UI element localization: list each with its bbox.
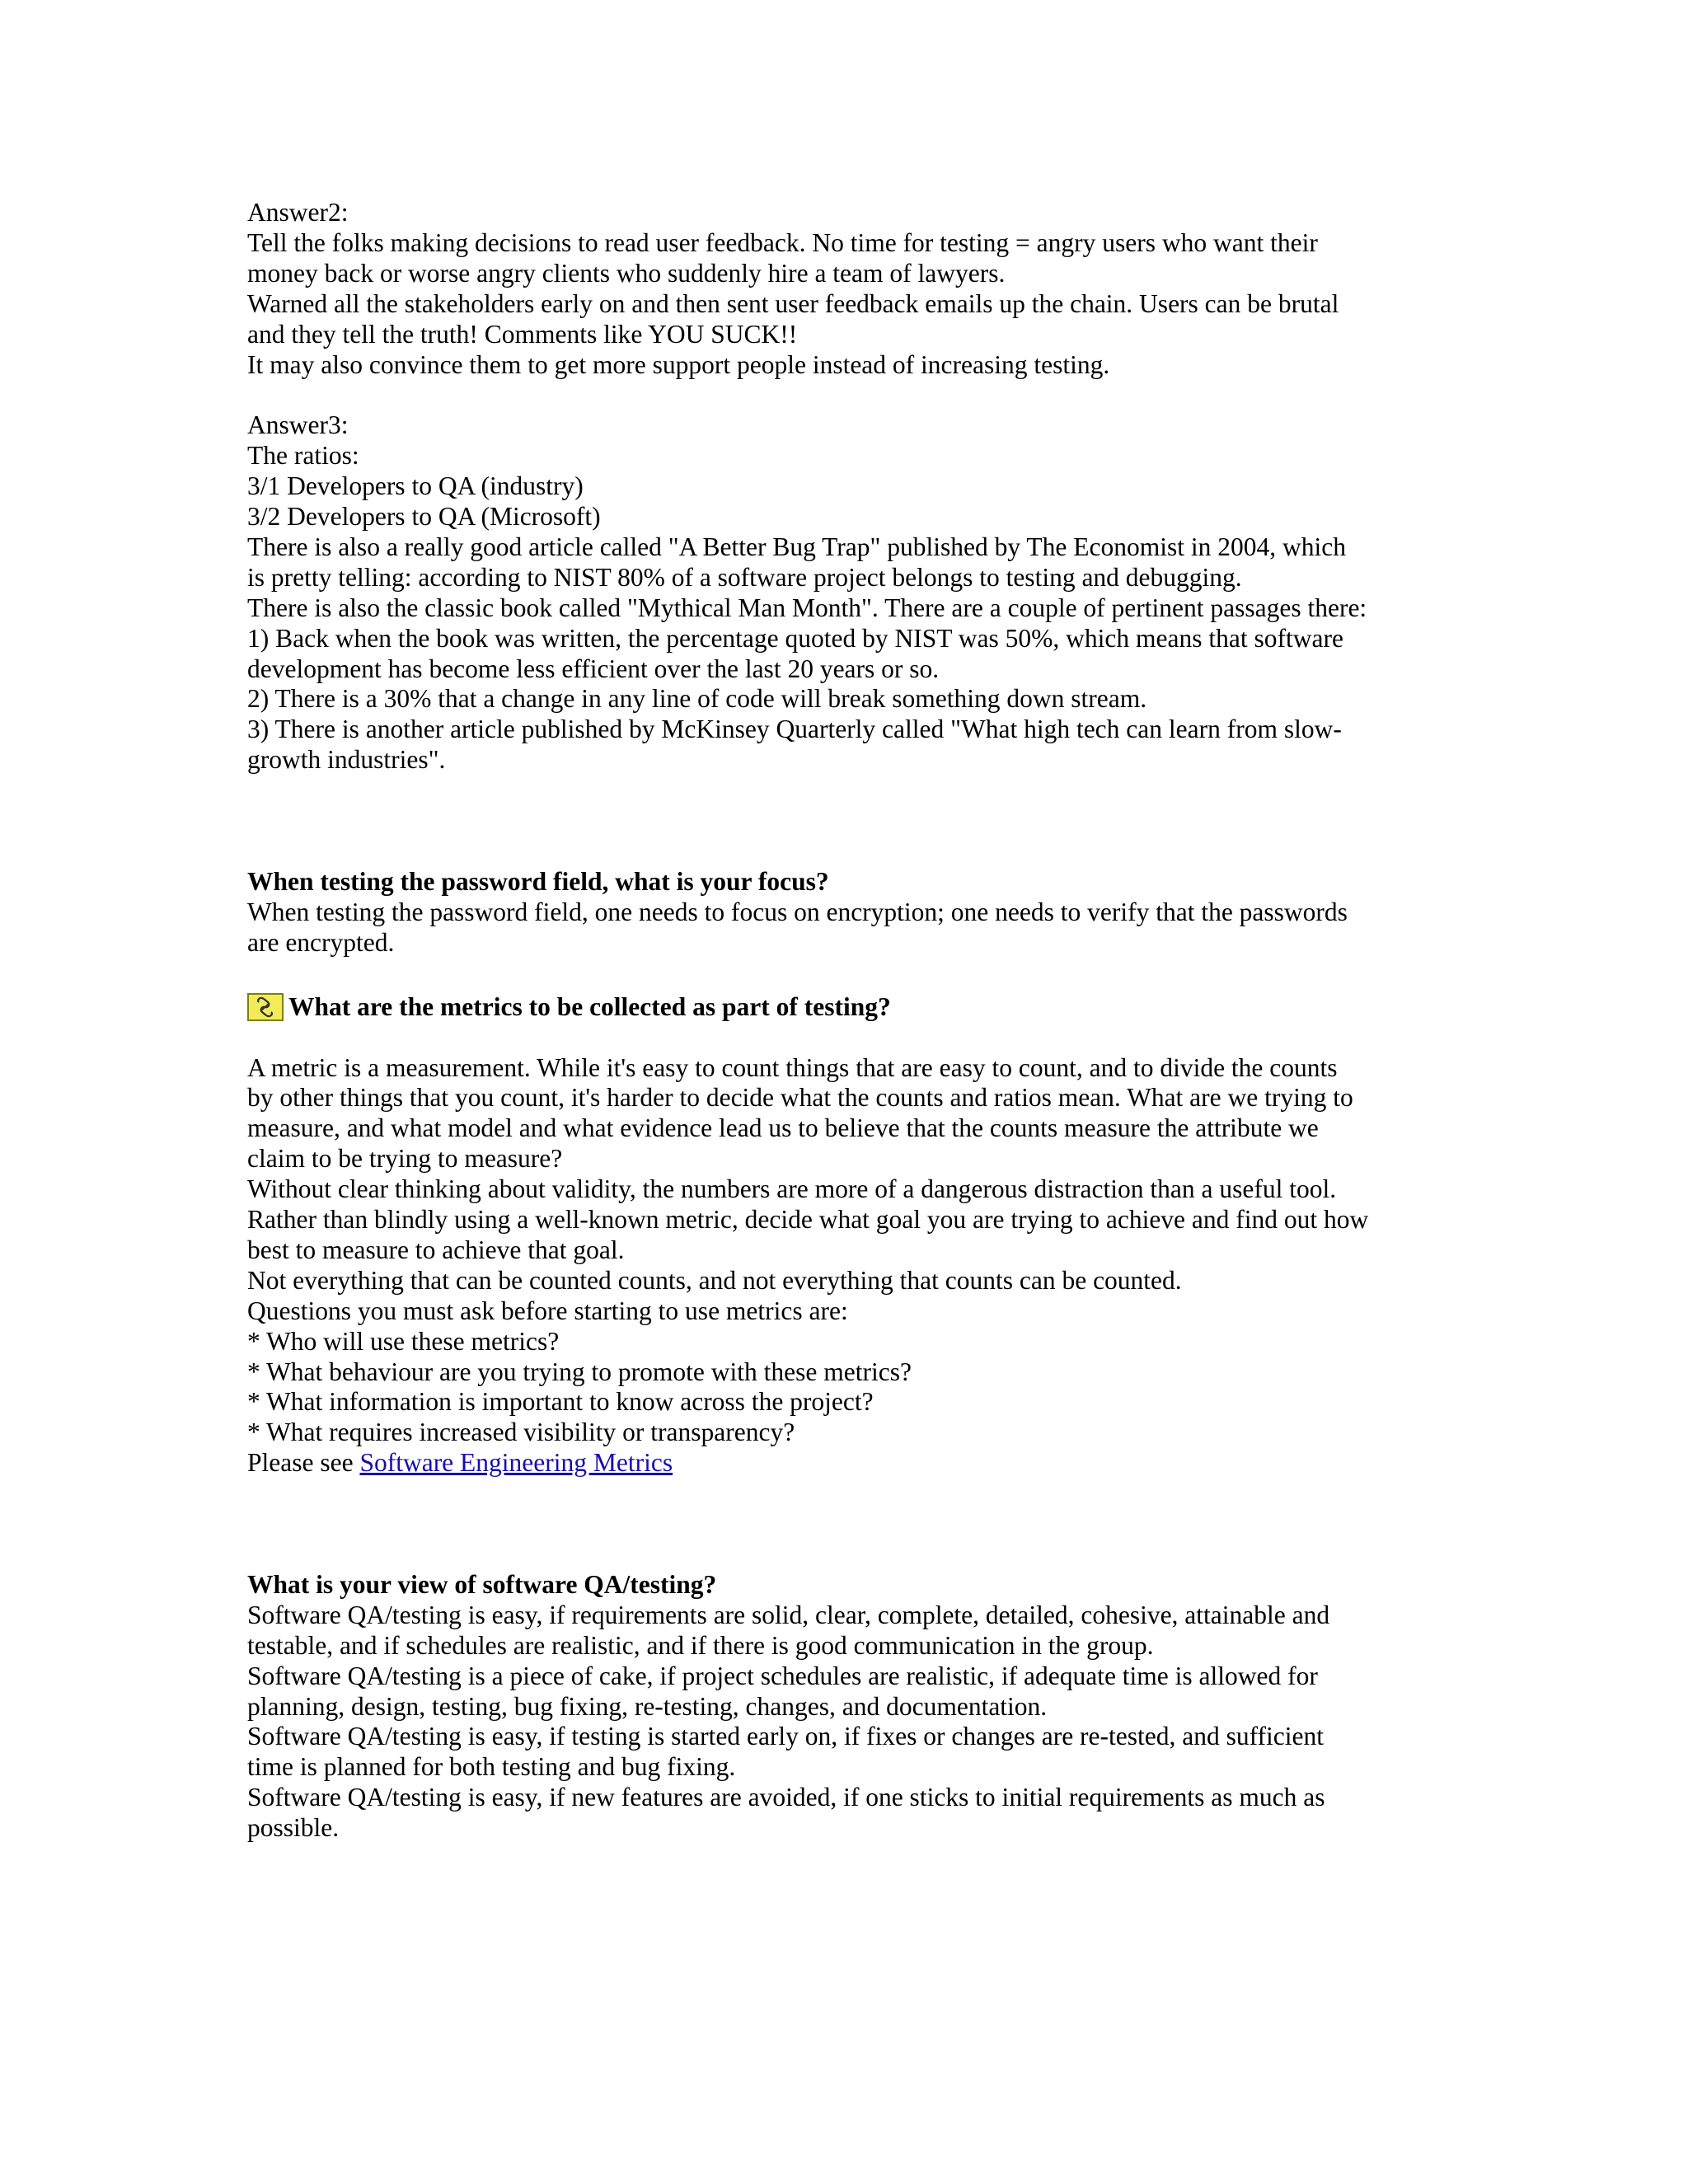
link-icon[interactable]: [247, 993, 284, 1021]
metrics-section: [247, 988, 1451, 1479]
qa-view-line: planning, design, testing, bug fixing, re-testing, changes, and documentation.: [247, 1691, 1048, 1721]
qa-view-section: [247, 1570, 1451, 1844]
metrics-line: measure, and what model and what evidence lead us to believe that the counts measure the attribute we: [247, 1113, 1319, 1143]
spacer: [247, 958, 1451, 988]
software-engineering-metrics-link[interactable]: Software Engineering Metrics: [359, 1448, 673, 1478]
answer3-line: 2) There is a 30% that a change in any line of code will break something down stream.: [247, 684, 1147, 714]
metrics-question-item: * What requires increased visibility or transparency?: [247, 1418, 795, 1447]
answer3-section: [247, 410, 1451, 776]
answer3-line: 3/2 Developers to QA (Microsoft): [247, 502, 601, 532]
answer3-label: Answer3:: [247, 410, 349, 440]
answer3-line: development has become less efficient over the last 20 years or so.: [247, 654, 940, 683]
answer3-line: growth industries".: [247, 745, 446, 775]
metrics-question-item: * What behaviour are you trying to promote with these metrics?: [247, 1357, 912, 1386]
qa-view-line: possible.: [247, 1813, 340, 1843]
answer3-line: There is also the classic book called "Mythical Man Month". There are a couple of pertinent passages there:: [247, 593, 1367, 622]
metrics-heading: [247, 988, 1451, 1023]
metrics-line: by other things that you count, it's harder to decide what the counts and ratios mean. What are we trying to: [247, 1083, 1353, 1113]
answer2-line: It may also convince them to get more support people instead of increasing testing.: [247, 349, 1110, 379]
password-answer-line: are encrypted.: [247, 927, 395, 957]
answer3-line: There is also a really good article called "A Better Bug Trap" published by The Economist in 2004, which: [247, 532, 1346, 561]
answer2-line: Tell the folks making decisions to read user feedback. No time for testing = angry users who want their: [247, 227, 1318, 257]
answer3-line: The ratios:: [247, 441, 359, 471]
password-section: [247, 867, 1451, 958]
metrics-see-also: [247, 1448, 1451, 1479]
spacer: [247, 1479, 1451, 1570]
qa-view-question: What is your view of software QA/testing?: [247, 1569, 717, 1599]
answer3-line: is pretty telling: according to NIST 80% of a software project belongs to testing and debugging.: [247, 562, 1242, 592]
answer3-line: 3/1 Developers to QA (industry): [247, 471, 584, 501]
answer3-line: 3) There is another article published by McKinsey Quarterly called "What high tech can learn from slow-: [247, 715, 1342, 744]
spacer: [247, 776, 1451, 867]
metrics-line: Without clear thinking about validity, the numbers are more of a dangerous distraction than a useful tool.: [247, 1174, 1337, 1204]
answer2-line: and they tell the truth! Comments like YOU SUCK!!: [247, 319, 798, 349]
metrics-question-item: * Who will use these metrics?: [247, 1326, 560, 1356]
metrics-question: What are the metrics to be collected as part of testing?: [288, 991, 891, 1021]
qa-view-line: Software QA/testing is a piece of cake, if project schedules are realistic, if adequate time is allowed for: [247, 1661, 1318, 1690]
qa-view-line: Software QA/testing is easy, if new features are avoided, if one sticks to initial requirements as much as: [247, 1783, 1325, 1812]
metrics-line: Rather than blindly using a well-known metric, decide what goal you are trying to achieve and find out how: [247, 1205, 1369, 1235]
metrics-line: A metric is a measurement. While it's easy to count things that are easy to count, and to divide the counts: [247, 1052, 1338, 1082]
spacer: [247, 380, 1451, 410]
answer2-section: [247, 198, 1451, 380]
password-answer-line: When testing the password field, one needs to focus on encryption; one needs to verify that the passwords: [247, 897, 1348, 926]
answer2-line: Warned all the stakeholders early on and then sent user feedback emails up the chain. Users can be brutal: [247, 288, 1339, 318]
qa-view-line: Software QA/testing is easy, if requirements are solid, clear, complete, detailed, cohesive, attainable and: [247, 1600, 1330, 1629]
spacer: [247, 1023, 1451, 1053]
answer3-line: 1) Back when the book was written, the percentage quoted by NIST was 50%, which means that software: [247, 623, 1343, 653]
metrics-line: best to measure to achieve that goal.: [247, 1235, 625, 1264]
metrics-question-item: * What information is important to know across the project?: [247, 1387, 874, 1417]
qa-view-line: Software QA/testing is easy, if testing is started early on, if fixes or changes are re-tested, and sufficient: [247, 1722, 1324, 1751]
qa-view-line: testable, and if schedules are realistic, and if there is good communication in the group.: [247, 1630, 1154, 1660]
see-prefix: Please see: [247, 1448, 360, 1478]
answer2-label: Answer2:: [247, 198, 349, 227]
metrics-line: Questions you must ask before starting to use metrics are:: [247, 1296, 848, 1325]
password-question: When testing the password field, what is your focus?: [247, 866, 829, 896]
document-page: [247, 198, 1451, 1844]
metrics-line: Not everything that can be counted counts, and not everything that counts can be counted.: [247, 1265, 1182, 1295]
metrics-line: claim to be trying to measure?: [247, 1144, 563, 1174]
answer2-line: money back or worse angry clients who suddenly hire a team of lawyers.: [247, 258, 1006, 288]
qa-view-line: time is planned for both testing and bug fixing.: [247, 1752, 736, 1782]
